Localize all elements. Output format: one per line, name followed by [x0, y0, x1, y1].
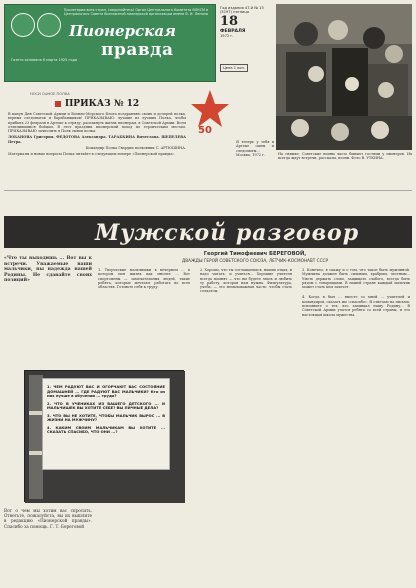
- issue-number: Год издания 47-й № 15 (5197) пятница: [220, 6, 264, 15]
- column-2-text: 2. Хорошо, что ты соглашаешься, наших отцах, и надо читать, и учиться... Хорошие учителя всегда помнят — что вы будете знать и любить ту работу, которая нам нужна. Физкультура, учеба, — это немаловажная часть: чтобы стать солдатом.: [200, 268, 292, 294]
- newspaper-title-line2: правда: [101, 40, 174, 60]
- feature-author-title: ДВАЖДЫ ГЕРОЙ СОВЕТСКОГО СОЮЗА, ЛЕТЧИК-КОСМОНАВТ СССР: [182, 258, 328, 263]
- issue-year: 1972 г.: [220, 33, 234, 38]
- order-badge-icon: [37, 13, 61, 37]
- price-label: Цена 1 коп.: [220, 64, 248, 72]
- issue-day: 18: [220, 13, 239, 29]
- issue-month: ФЕВРАЛЯ: [220, 28, 246, 34]
- star-side-text: Я теперь у тебя в Артеке сыны и следопыты... Москва, 1972 г.: [236, 140, 274, 157]
- issue-date-block: [220, 6, 272, 78]
- masthead-slogan: Пролетарии всех стран, соединяйтесь! Орган Центрального Комитета ВЛКСМ и Центрального Совета Всесоюзной пионерской организации имени В. И. Ленина: [63, 8, 209, 17]
- feature-title: Мужской разговор: [95, 220, 360, 246]
- order-article: [8, 92, 186, 182]
- feature-author: Георгий Тимофеевич БЕРЕГОВОЙ,: [203, 251, 307, 257]
- order-signature: Командир Полка Гвардии полковник С. АРТЮШИНА.: [85, 146, 186, 151]
- soldiers-pioneers-photo: [276, 4, 412, 150]
- komsomol-badge-icon: [11, 13, 35, 37]
- question-4: 4. КАКИМ СВОИМ МАЛЬЧИКАМ ВЫ ХОТИТЕ ... СКАЗАТЬ СПАСИБО, ЧТО ОНИ ...?: [47, 425, 165, 434]
- column-4-text: 4. Когда я был ... вместе со мной ... учителей и командиров, сказать им «спасибо». Я отвечаю на письма: вспомните о тех, кто защищал нашу Родину... В Советской Армии учатся ребята со всей страны, и это настоящая школа мужества.: [302, 295, 410, 317]
- question-1: 1. ЧЕМ РАДУЮТ ВАС И ОГОРЧАЮТ ВАС СОСТОЯНИЕ ДОМАШНЕЙ ... ГДЕ РАДУЮТ ВАС МАЛЬЧИКИ? Кто из них лучше в обучении ... труда?: [47, 385, 165, 398]
- section-divider: [4, 190, 412, 191]
- order-title: ПРИКАЗ № 12: [8, 99, 186, 109]
- order-names: ЛОБАНОВА Григория. ФЕДОТОВА Александра. ТАРАБКИНА Вячеслава. ШЕПЕЛЕВА Петра.: [8, 135, 186, 144]
- feature-lead-text: «Что ты выходишь ... Вот вы к встречи. Уважаемые наши мальчики, вы надежда нашей Родины. Не сдавайте своих позиций»: [4, 256, 92, 284]
- photo-caption: На снимке: Советские воины часто бывают гостями у пионеров. Их всегда ждут встречи, рассказы, песни. Фото В. УТКИНА.: [278, 152, 412, 161]
- newspaper-title-line1: Пионерская: [69, 22, 176, 40]
- masthead-subtitle: Газета основана 6 марта 1925 года: [11, 58, 78, 62]
- order-kicker: НОСИ СЫНОЕ ПОЛКА: [30, 92, 70, 96]
- question-2: 2. ЧТО В УЧЕНИКАХ ИЗ ВАШЕГО ДЕТСКОГО ... И МАЛЬЧИШЕК ВЫ ХОТИТЕ СЕБЕ? ВЫ ЛИЧНЫЕ ДЕЛА?: [47, 401, 165, 410]
- order-footer: Материалы и новые вопросы Полка читайте в следующем номере «Пионерской правды».: [8, 152, 176, 157]
- masthead: [4, 4, 216, 82]
- star-icon: [190, 88, 230, 134]
- order-text: В канун Дня Советской Армии и Военно-Морского Флота поздравляю своих и дочерей полка, верных следопытов и барабанщиков! ПРИКАЗЫВАЮ: лучшие из лучших Полка, чтобы прибыть 23 февраля в Артеке к отряду, распахнуть жизнь пионерам, в Советской Армии. Всем отличившимся бойцам. В этот праздник пионерский поход по героическим местам. ПРИКАЗЫВАЮ зачислить в Полк сынов полка:: [8, 112, 186, 134]
- star-50-emblem: [190, 88, 230, 134]
- signoff-text: Вот о чем мы хотим вас спросить. Ответьте, пожалуйста, вы их вышлите в редакцию «Пионерской правды». Спасибо за помощь. Г. Т. Береговой: [4, 508, 92, 529]
- questionnaire-box: [42, 378, 170, 470]
- column-1-text: 1. Творческие мальчишки в вечернем ... в котором моя жизнь как многие ... Вот спортсмены — замечательных людей, такие ребята, которые мечтают работать во всех областях. Готовьте себя к труду.: [98, 268, 190, 290]
- feature-column-3: [302, 268, 410, 568]
- question-3: 3. ЧТО ВЫ НЕ ХОТИТЕ, ЧТОБЫ МАЛЬЧИК ВЫРОС ... В ЖИЗНИ НА МУЖЧИНУ?: [47, 413, 165, 422]
- feature-lead: [4, 256, 92, 376]
- feature-column-2: [200, 268, 292, 568]
- column-3-text: 3. Конечно, я скажу и о том, что такое быть мужчиной. Мужчина должен быть сильным, храбрым, честным... Уметь держать слово, защищать слабого, всегда быть рядом с товарищами. В нашей стране каждый мальчик может стать кем захочет.: [302, 268, 410, 290]
- author-signoff: [4, 508, 92, 586]
- star-number: 50: [198, 125, 212, 134]
- photo-illustration: [276, 4, 412, 150]
